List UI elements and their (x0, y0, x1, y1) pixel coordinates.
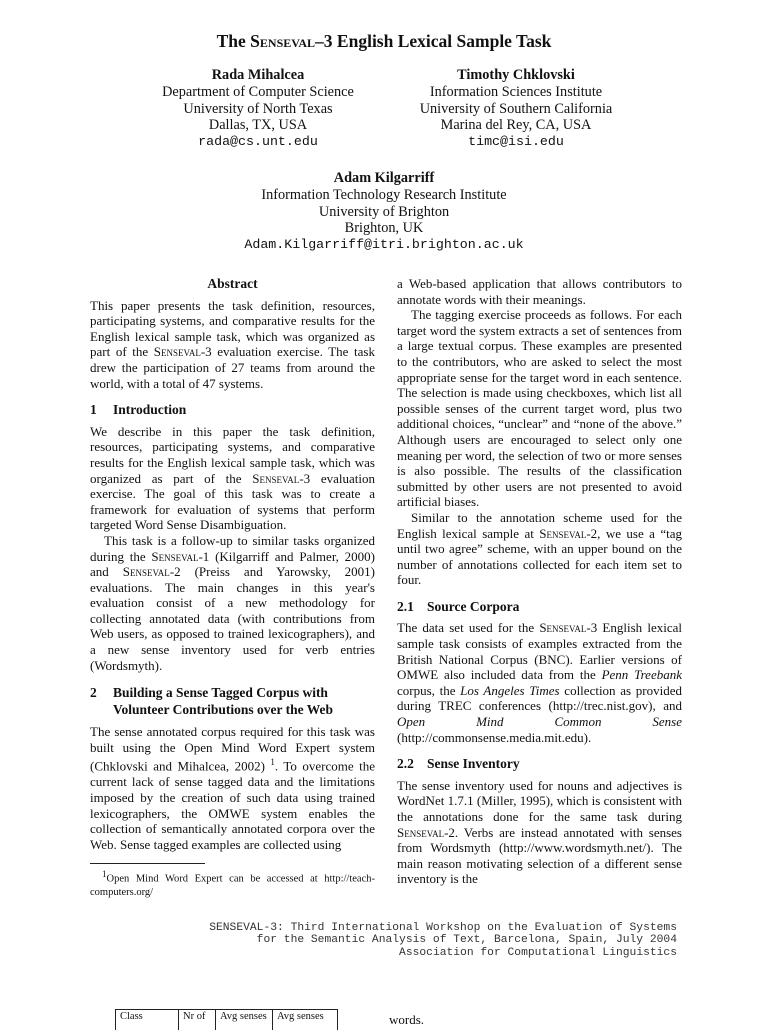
author-location: Brighton, UK (344, 220, 424, 237)
corpus-paragraph-2: The tagging exercise proceeds as follows. For each target word the system extracts a set of sentences from a large textual corpus. These examples are presented to the contributors, who are asked to select the most appropriate sense for the target word in each sentence. The selection is made using checkboxes, which list all possible senses of the current target word, plus two additional choices, “unclear” and “none of the above.” Although users are encouraged to select only one meaning per word, the selection of two or more senses is also possible. The results of the classification submitted by other users are not presented to avoid artificial biases. (397, 307, 682, 510)
section-heading-building-corpus: 2 Building a Sense Tagged Corpus with Volunteer Contributions over the Web (90, 685, 334, 718)
section-heading-sense-inventory: 2.2 Sense Inventory (397, 756, 520, 772)
right-column (397, 276, 682, 887)
paper-title: The Senseval–3 English Lexical Sample Task (216, 31, 552, 51)
author-location: Dallas, TX, USA (208, 117, 308, 134)
corpus-paragraph-1-continued: a Web-based application that allows contributors to annotate words with their meanings. (397, 276, 682, 307)
author-name: Adam Kilgarriff (333, 170, 435, 186)
author-department: Department of Computer Science (162, 83, 354, 100)
author-name: Timothy Chklovski (457, 67, 575, 83)
table-header-fragment (115, 1009, 338, 1030)
intro-paragraph-1: We describe in this paper the task definition, resources, participating systems, and comparative results for the English lexical sample task, which was organized as part of the Senseval-3 evaluation exercise. The goal of this task was to create a framework for evaluation of systems that perform targeted Word Sense Disambiguation. (90, 423, 375, 533)
corpus-paragraph-3: Similar to the annotation scheme used for the English lexical sample at Senseval-2, we use a “tag until two agree” scheme, with an upper bound on the number of annotations collected for each item set to four. (397, 509, 682, 588)
abstract-text: This paper presents the task definition, resources, participating systems, and comparative results for the English lexical sample task, which was organized as part of the Senseval-3 evaluation exercise. The task drew the participation of 27 teams from around the world, with a total of 47 systems. (90, 297, 375, 391)
corpus-paragraph-1: The sense annotated corpus required for this task was built using the Open Mind Word Expert system (Chklovski and Mihalcea, 2002) $^1$. To overcome the current lack of sense tagged data and the limitations imposed by the creation of such data using trained lexicographers, the OMWE system enables the collection of semantically annotated corpora over the Web. Sense tagged examples are collected using (90, 724, 375, 852)
section-heading-introduction: 1 Introduction (90, 402, 187, 418)
author-email: Adam.Kilgarriff@itri.brighton.ac.uk (244, 237, 524, 253)
author-university: University of Brighton (318, 203, 450, 220)
source-corpora-paragraph: The data set used for the Senseval-3 English lexical sample task consists of examples extracted from the British National Corpus (BNC). Earlier versions of OMWE also included data from the Penn Treebank corpus, the Los Angeles Times collection as provided during TREC conferences (http://trec.nist.gov), and Open Mind Common Sense (http://commonsense.media.mit.edu). (397, 620, 682, 745)
footnote-marker: 1 (270, 757, 275, 768)
author-block-mihalcea (140, 67, 376, 151)
author-email: timc@isi.edu (468, 134, 564, 150)
left-column (90, 276, 375, 899)
intro-paragraph-2: This task is a follow-up to similar tasks organized during the Senseval-1 (Kilgarriff and Palmer, 2000) and Senseval-2 (Preiss and Yarowsky, 2001) evaluations. The main changes in this year's evaluation consist of a new methodology for collecting annotated data (with contributions from Web users, as opposed to trained lexicographers), and a new sense inventory used for verb entries (Wordsmyth). (90, 532, 375, 673)
next-page-text-fragment: words. (389, 1012, 425, 1027)
sense-inventory-paragraph: The sense inventory used for nouns and adjectives is WordNet 1.7.1 (Miller, 1995), which is consistent with the annotations done for the same task during Senseval-2. Verbs are instead annotated with senses from Wordsmyth (http://www.wordsmyth.net/). The main reason motivating selection of a different sense inventory is the (397, 777, 682, 887)
table-header-cell: Avg senses (277, 1011, 324, 1022)
section-heading-source-corpora: 2.1 Source Corpora (397, 598, 520, 614)
author-block-chklovski (392, 67, 640, 151)
author-department: Information Technology Research Institute (261, 186, 507, 203)
author-university: University of North Texas (183, 100, 333, 117)
table-header-cell: Nr of (179, 1010, 216, 1030)
table-header-cell: Class (116, 1010, 179, 1030)
author-email: rada@cs.unt.edu (198, 134, 318, 150)
table-header-cell: Avg senses (216, 1010, 273, 1030)
footnote-rule (90, 863, 205, 864)
author-university: University of Southern California (419, 100, 613, 117)
author-block-kilgarriff (180, 170, 588, 254)
author-location: Marina del Rey, CA, USA (440, 117, 592, 134)
abstract-heading: Abstract (207, 276, 258, 291)
author-department: Information Sciences Institute (429, 83, 603, 100)
author-name: Rada Mihalcea (211, 67, 305, 83)
conference-footer: SENSEVAL-3: Third International Workshop on the Evaluation of Systems for the Semantic Analysis of Text, Barcelona, Spain, July 2004 Association for Computational Linguistics (209, 922, 677, 959)
footnote: $^1$Open Mind Word Expert can be accessed at http://teach-computers.org/ (90, 869, 375, 898)
